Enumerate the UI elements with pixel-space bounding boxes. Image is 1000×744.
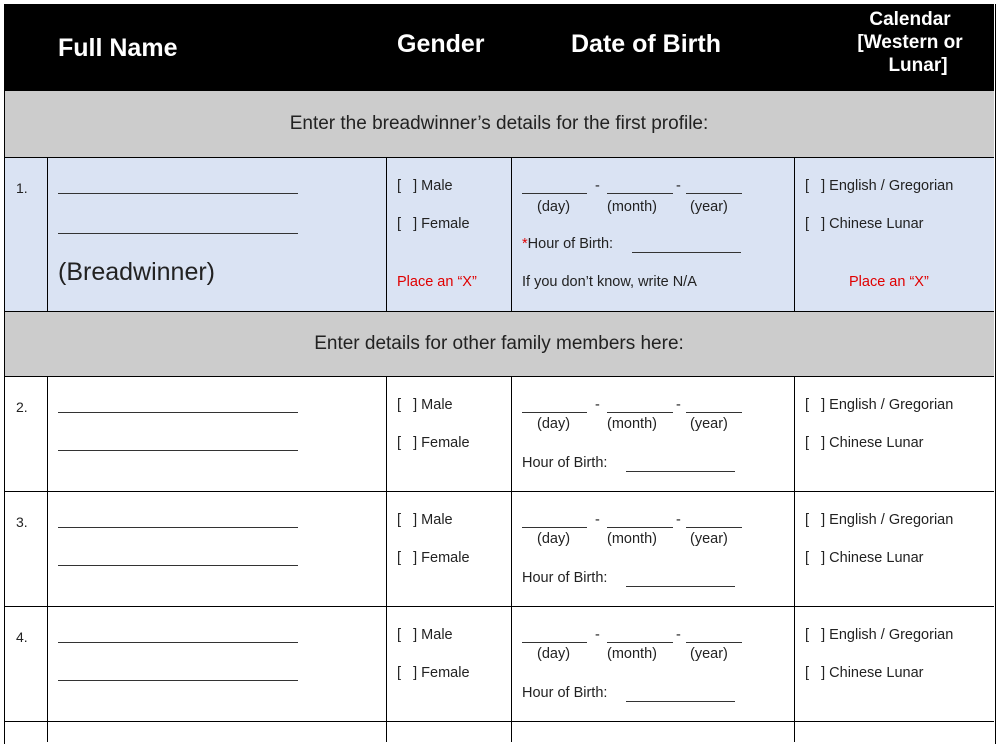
gender-female-option[interactable]: [ ] Female [397, 435, 470, 451]
calendar-english-option[interactable]: [ ] English / Gregorian [805, 178, 954, 194]
hour-of-birth-label: Hour of Birth: [522, 685, 608, 701]
dob-dash: - [676, 512, 681, 528]
dob-year-label: (year) [690, 199, 728, 215]
hour-of-birth-label: Hour of Birth: [522, 455, 608, 471]
gender-female-option[interactable]: [ ] Female [397, 665, 470, 681]
dob-dash: - [595, 178, 600, 194]
row-number: 4. [16, 629, 28, 645]
dob-dash: - [595, 627, 600, 643]
calendar-chinese-option[interactable]: [ ] Chinese Lunar [805, 435, 924, 451]
calendar-english-option[interactable]: [ ] English / Gregorian [805, 627, 954, 643]
dob-year-label: (year) [690, 646, 728, 662]
breadwinner-label: (Breadwinner) [58, 258, 216, 286]
gender-female-option[interactable]: [ ] Female [397, 216, 470, 232]
gender-male-option[interactable]: [ ] Male [397, 512, 453, 528]
hour-of-birth-text: Hour of Birth: [527, 236, 614, 252]
row-number: 1. [16, 180, 28, 196]
dob-day-label: (day) [537, 646, 571, 662]
calendar-english-option[interactable]: [ ] English / Gregorian [805, 512, 954, 528]
section-breadwinner-text: Enter the breadwinner’s details for the first profile: [289, 113, 709, 134]
dob-day-label: (day) [537, 531, 571, 547]
table-frame [4, 4, 996, 744]
dob-dash: - [595, 512, 600, 528]
header-gender: Gender [397, 30, 485, 58]
dob-dash: - [595, 397, 600, 413]
gender-male-option[interactable]: [ ] Male [397, 178, 453, 194]
gender-male-option[interactable]: [ ] Male [397, 627, 453, 643]
dob-year-label: (year) [690, 531, 728, 547]
header-calendar-line3: Lunar] [888, 55, 948, 76]
section-other-members-text: Enter details for other family members here: [314, 333, 684, 354]
calendar-chinese-option[interactable]: [ ] Chinese Lunar [805, 665, 924, 681]
gender-male-option[interactable]: [ ] Male [397, 397, 453, 413]
dob-day-label: (day) [537, 416, 571, 432]
dob-dash: - [676, 627, 681, 643]
header-calendar-line1: Calendar [869, 9, 951, 30]
dob-month-label: (month) [607, 531, 657, 547]
dob-dash: - [676, 178, 681, 194]
calendar-place-x-note: Place an “X” [849, 274, 929, 290]
dob-year-label: (year) [690, 416, 728, 432]
dob-month-label: (month) [607, 416, 657, 432]
calendar-english-option[interactable]: [ ] English / Gregorian [805, 397, 954, 413]
row-number: 3. [16, 514, 28, 530]
row-number: 2. [16, 399, 28, 415]
calendar-chinese-option[interactable]: [ ] Chinese Lunar [805, 216, 924, 232]
gender-female-option[interactable]: [ ] Female [397, 550, 470, 566]
dob-dash: - [676, 397, 681, 413]
header-full-name: Full Name [58, 34, 178, 62]
hour-of-birth-label: Hour of Birth: [522, 570, 608, 586]
dob-day-label: (day) [537, 199, 571, 215]
calendar-chinese-option[interactable]: [ ] Chinese Lunar [805, 550, 924, 566]
required-asterisk: * [522, 236, 528, 252]
dob-dont-know-note: If you don’t know, write N/A [522, 274, 697, 290]
header-calendar-line2: [Western or [857, 32, 963, 53]
dob-month-label: (month) [607, 199, 657, 215]
gender-place-x-note: Place an “X” [397, 274, 477, 290]
header-date-of-birth: Date of Birth [571, 30, 721, 58]
dob-month-label: (month) [607, 646, 657, 662]
